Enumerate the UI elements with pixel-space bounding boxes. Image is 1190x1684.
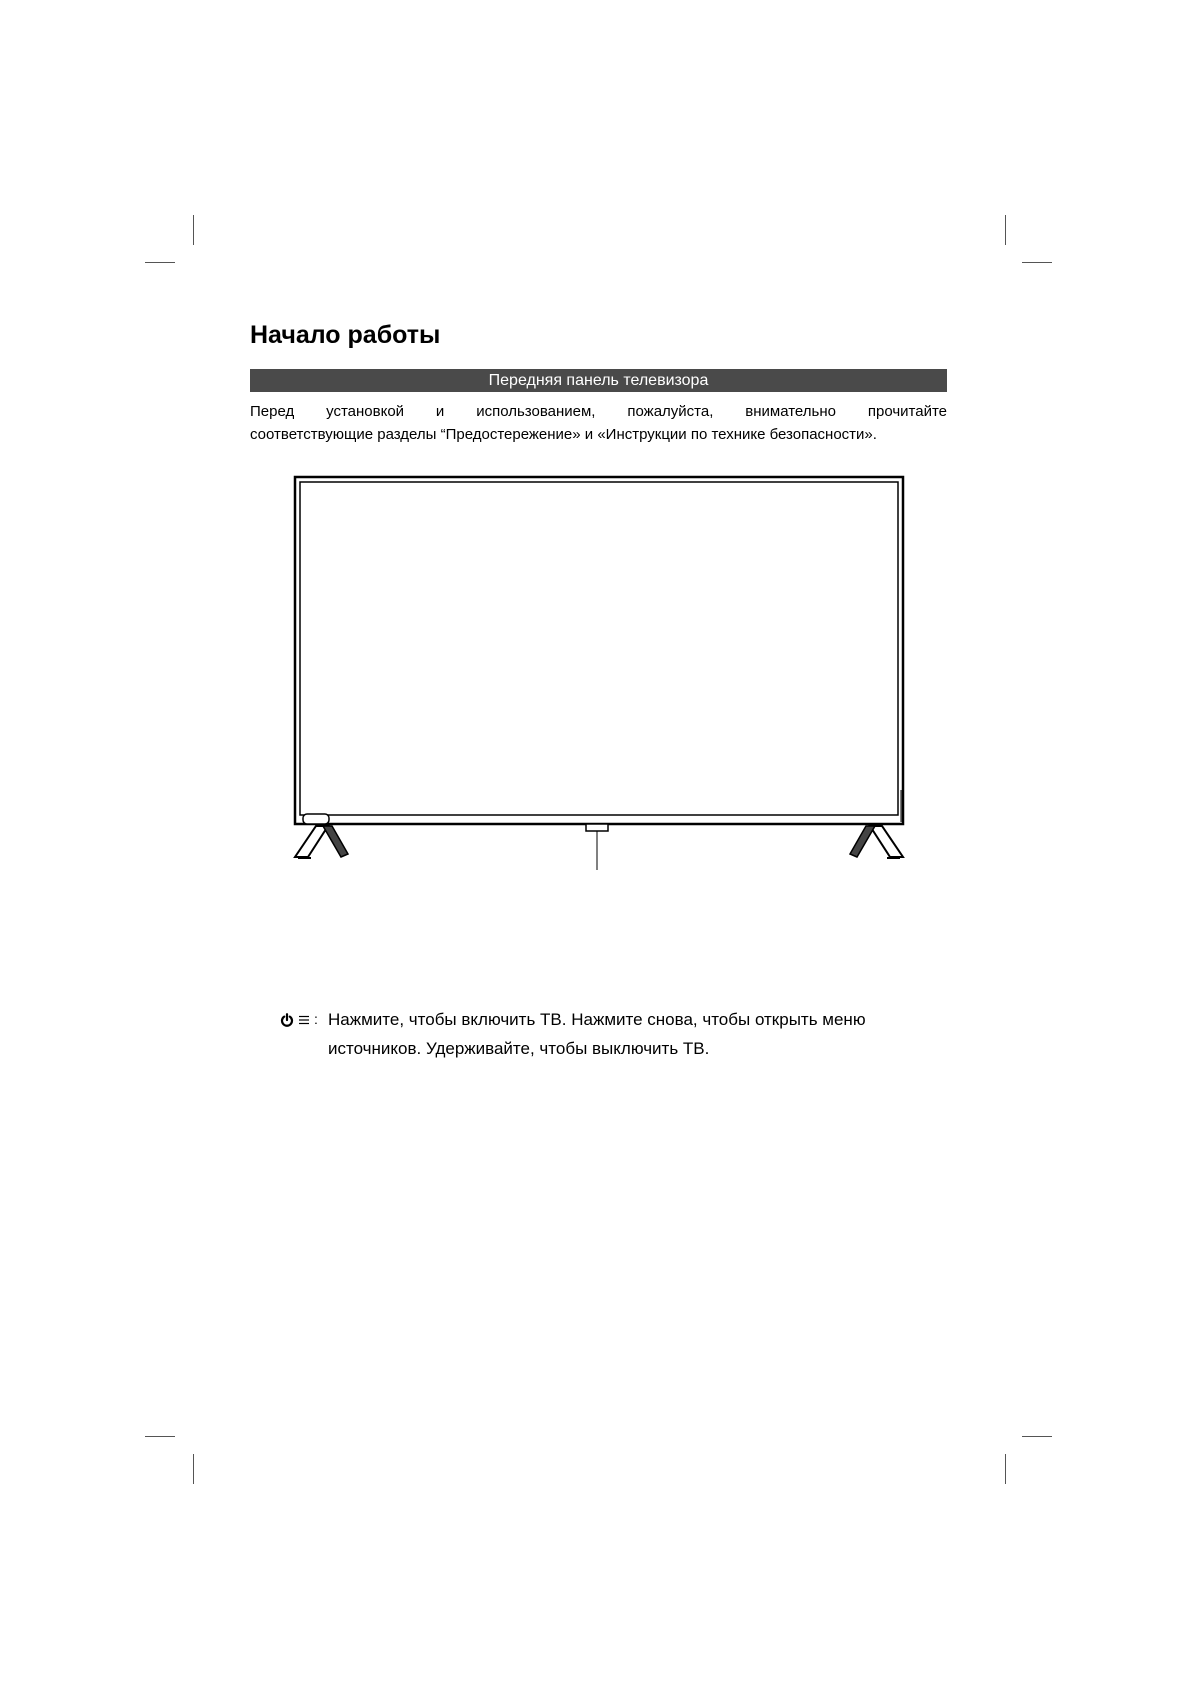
crop-mark-bottom-right-vertical <box>1005 1454 1006 1484</box>
crop-mark-top-left-vertical <box>193 215 194 245</box>
tv-screen <box>295 477 903 824</box>
tv-logo-plate <box>303 814 329 824</box>
legend-separator: : <box>314 1011 318 1027</box>
crop-mark-bottom-left-vertical <box>193 1454 194 1484</box>
legend-description <box>328 1005 940 1063</box>
control-button <box>586 824 608 831</box>
crop-mark-top-right-horizontal <box>1022 262 1052 263</box>
section-header: Передняя панель телевизора <box>250 369 947 392</box>
menu-icon <box>298 1014 310 1026</box>
intro-line-2: соответствующие разделы “Предостережение» и «Инструкции по технике безопасности». <box>250 426 877 443</box>
tv-stand-leg-left <box>295 826 348 858</box>
tv-stand-leg-right <box>850 826 903 858</box>
crop-mark-bottom-right-horizontal <box>1022 1436 1052 1437</box>
intro-paragraph <box>250 400 947 446</box>
crop-mark-bottom-left-horizontal <box>145 1436 175 1437</box>
legend-line-2: источников. Удерживайте, чтобы выключить ТВ. <box>328 1039 710 1058</box>
power-icon <box>280 1013 294 1027</box>
button-icons <box>280 1005 330 1034</box>
intro-line-1: Перед установкой и использованием, пожалуйста, внимательно прочитайте <box>250 403 947 420</box>
page-title: Начало работы <box>250 321 441 349</box>
legend-line-1: Нажмите, чтобы включить ТВ. Нажмите снова, чтобы открыть меню <box>328 1010 866 1029</box>
tv-front-illustration <box>290 470 910 875</box>
crop-mark-top-right-vertical <box>1005 215 1006 245</box>
crop-mark-top-left-horizontal <box>145 262 175 263</box>
button-legend <box>280 1005 940 1063</box>
